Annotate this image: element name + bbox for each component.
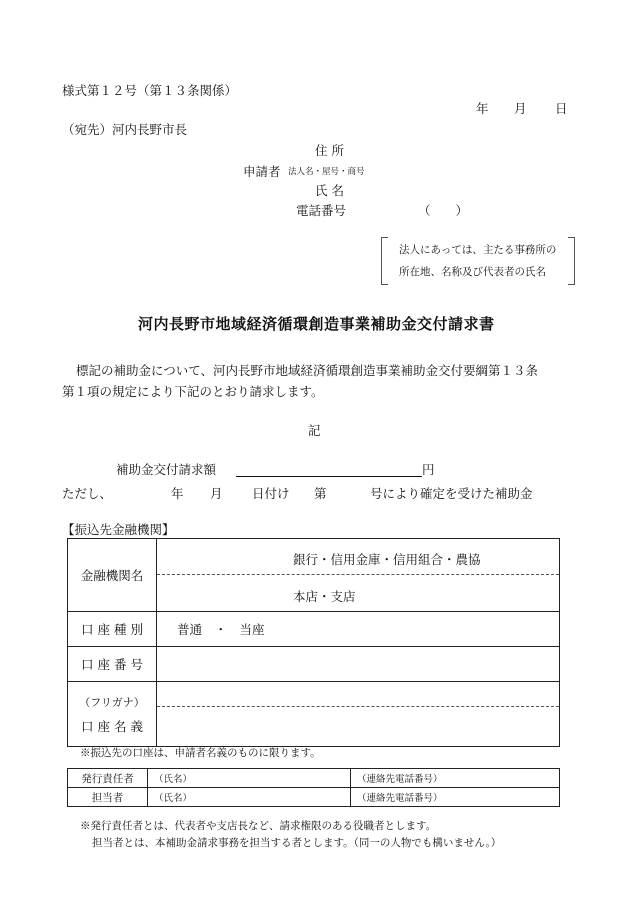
table-row bbox=[68, 769, 560, 788]
proviso-rest: 号により確定を受けた補助金 bbox=[370, 486, 533, 501]
amount-underline bbox=[236, 462, 422, 477]
account-number-label-cell bbox=[68, 647, 157, 682]
transfer-note: ※振込先の口座は、申請者名義のものに限ります。 bbox=[80, 747, 321, 759]
body-line2: 第１項の規定により下記のとおり請求します。 bbox=[62, 384, 324, 399]
note-box-line2: 所在地、名称及び代表者の氏名 bbox=[399, 266, 546, 278]
role-cell: 担当者 bbox=[68, 788, 148, 807]
proviso-month: 月 bbox=[210, 486, 223, 501]
institution-label-cell bbox=[68, 539, 157, 612]
address-label: 住 所 bbox=[315, 143, 344, 158]
date-day: 日 bbox=[555, 101, 568, 116]
form-number: 様式第１２号（第１３条関係） bbox=[62, 83, 238, 98]
institution-cell[interactable] bbox=[157, 539, 560, 612]
responsible-note: ※発行責任者とは、代表者や支店長など、請求権限のある役職者とします。 bbox=[80, 820, 437, 832]
furigana-field[interactable] bbox=[157, 682, 559, 706]
corp-name-label: 法人名・屋号・商号 bbox=[288, 167, 365, 177]
contact-note: 担当者とは、本補助金請求事務を担当する者とします。（同一の人物でも構いません。） bbox=[92, 837, 502, 849]
account-number-label: 口 座 番 号 bbox=[81, 657, 143, 672]
body-line1: 標記の補助金について、河内長野市地域経済循環創造事業補助金交付要綱第１３条 bbox=[76, 363, 539, 378]
phone-paren: （ ） bbox=[418, 203, 469, 218]
furigana-label: （フリガナ） bbox=[79, 695, 145, 709]
amount-label: 補助金交付請求額 bbox=[116, 462, 217, 477]
institution-label: 金融機関名 bbox=[80, 568, 144, 583]
note-box-line1: 法人にあっては、主たる事務所の bbox=[399, 244, 557, 256]
proviso-tadashi: ただし、 bbox=[62, 486, 113, 501]
role-cell: 発行責任者 bbox=[68, 769, 148, 788]
proviso-year: 年 bbox=[171, 486, 184, 501]
date-year: 年 bbox=[476, 101, 489, 116]
proviso-date-suffix: 日付け bbox=[252, 486, 290, 501]
account-name-field[interactable] bbox=[157, 706, 559, 746]
name-label: 氏 名 bbox=[315, 183, 344, 198]
branch-types: 本店・支店 bbox=[293, 589, 356, 604]
amount-unit: 円 bbox=[422, 462, 435, 477]
table-row bbox=[68, 788, 560, 807]
account-number-cell[interactable] bbox=[157, 647, 560, 682]
phone-label: 電話番号 bbox=[296, 203, 347, 218]
addressee: （宛先）河内長野市長 bbox=[62, 122, 188, 137]
proviso-dai: 第 bbox=[314, 486, 327, 501]
account-name-label-cell bbox=[68, 682, 157, 747]
account-type-label-cell bbox=[68, 612, 157, 647]
page-title: 河内長野市地域経済循環創造事業補助金交付請求書 bbox=[138, 315, 495, 333]
bank-section-heading: 【振込先金融機関】 bbox=[62, 522, 175, 537]
name-cell[interactable]: （氏名） bbox=[148, 788, 351, 807]
account-type-label: 口 座 種 別 bbox=[81, 622, 143, 637]
applicant-label: 申請者 bbox=[243, 164, 281, 179]
corporate-note-box bbox=[381, 237, 575, 283]
account-type-options: 普通 ・ 当座 bbox=[177, 622, 265, 637]
phone-cell[interactable]: （連絡先電話番号） bbox=[351, 788, 560, 807]
phone-cell[interactable]: （連絡先電話番号） bbox=[351, 769, 560, 788]
date-month: 月 bbox=[514, 101, 527, 116]
ki-heading: 記 bbox=[308, 423, 321, 438]
name-cell[interactable]: （氏名） bbox=[148, 769, 351, 788]
responsible-table bbox=[67, 768, 560, 807]
institution-types: 銀行・信用金庫・信用組合・農協 bbox=[293, 552, 481, 567]
account-type-cell[interactable] bbox=[157, 612, 560, 647]
bank-account-table bbox=[67, 538, 560, 747]
account-name-cell[interactable] bbox=[157, 682, 560, 747]
account-name-label: 口 座 名 義 bbox=[81, 718, 143, 734]
